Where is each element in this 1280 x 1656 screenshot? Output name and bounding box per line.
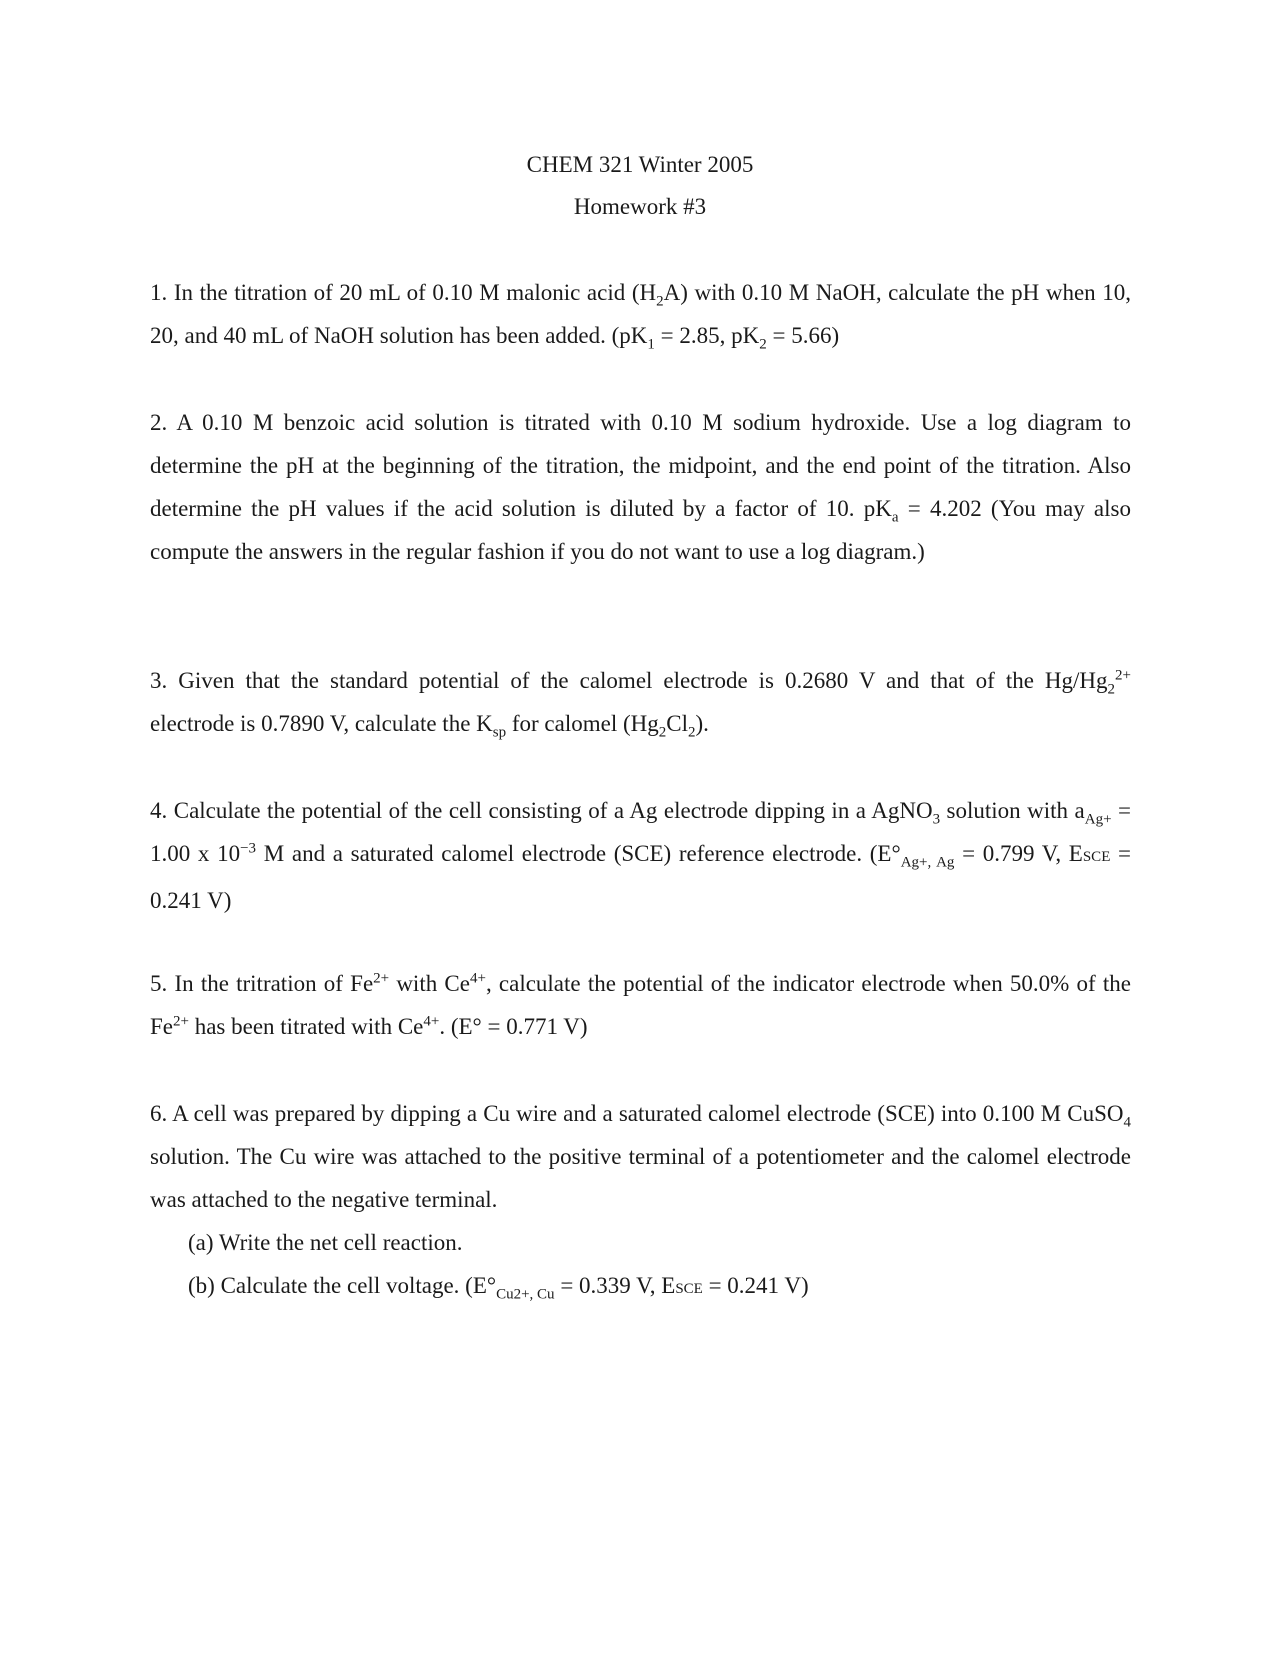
q3-text-b: electrode is 0.7890 V, calculate the K — [150, 711, 493, 736]
q1-text-d: = 5.66) — [766, 323, 840, 348]
course-title: CHEM 321 Winter 2005 — [526, 152, 754, 177]
q6-sub-1: 4 — [1123, 1114, 1131, 1131]
q1-text-c: = 2.85, pK — [654, 323, 760, 348]
q3-text-a: 3. Given that the standard potential of the calomel electrode is 0.2680 V and that of the Hg/Hg — [150, 668, 1108, 693]
homework-title: Homework #3 — [573, 194, 707, 219]
q3-sup-1: 2+ — [1115, 667, 1131, 684]
q3-sub-3: 2 — [658, 724, 667, 741]
q3-text-c: for calomel (Hg — [506, 711, 659, 736]
q2-sub-1: a — [891, 509, 899, 526]
q4-sub-1: 3 — [932, 811, 941, 828]
q6-part-b-text-1: (b) Calculate the cell voltage. (E° — [188, 1273, 497, 1298]
q4-text-c: = 1.00 x 10 — [150, 798, 1131, 866]
q6-body — [150, 1092, 1131, 1221]
q4-text-a: 4. Calculate the potential of the cell consisting of a Ag electrode dipping in a AgNO — [150, 798, 933, 823]
q4-sub-3: Ag+, Ag — [900, 854, 955, 871]
q4-text-f: = 0.241 V) — [150, 841, 1132, 913]
q3-sub-2: sp — [492, 724, 507, 741]
q4-sup-1: −3 — [240, 840, 257, 857]
question-5 — [150, 962, 1131, 1048]
q6-part-b — [188, 1264, 1131, 1311]
q5-sup-3: 2+ — [173, 1013, 189, 1030]
q6-part-a: (a) Write the net cell reaction. — [188, 1230, 463, 1255]
question-1 — [150, 271, 1131, 357]
q3-text-d: Cl — [666, 711, 688, 736]
q6-part-b-small-sce: SCE — [675, 1281, 703, 1297]
q6-text-a: 6. A cell was prepared by dipping a Cu wire and a saturated calomel electrode (SCE) into 0.100 M CuSO — [150, 1101, 1124, 1126]
question-2 — [150, 401, 1131, 573]
q6-part-b-text-2: = 0.339 V, E — [554, 1273, 676, 1298]
q6-text-b: solution. The Cu wire was attached to the positive terminal of a potentiometer and the calomel electrode was attached to the negative terminal. — [150, 1144, 1131, 1212]
q4-text-b: solution with a — [940, 798, 1085, 823]
question-4 — [150, 789, 1131, 922]
q5-text-e: . (E° = 0.771 V) — [439, 1014, 588, 1039]
q4-small-sce: SCE — [1082, 849, 1111, 865]
q1-sub-1: 2 — [656, 293, 664, 310]
q5-text-b: with Ce — [389, 971, 470, 996]
q5-sup-2: 4+ — [469, 970, 486, 987]
q3-sub-4: 2 — [687, 724, 696, 741]
q1-sub-3: 2 — [759, 336, 767, 353]
question-3 — [150, 659, 1131, 745]
question-6 — [150, 1092, 1131, 1311]
q5-text-c: , calculate the potential of the indicator electrode when 50.0% of the Fe — [150, 971, 1131, 1039]
q6-parts — [150, 1221, 1131, 1311]
q1-text-b: A) with 0.10 M NaOH, calculate the pH when 10, 20, and 40 mL of NaOH solution has been added. (pK — [150, 280, 1131, 348]
q5-text-a: 5. In the tritration of Fe — [150, 971, 374, 996]
q1-text-a: 1. In the titration of 20 mL of 0.10 M malonic acid (H — [150, 280, 657, 305]
q2-text-a: 2. A 0.10 M benzoic acid solution is titrated with 0.10 M sodium hydroxide. Use a log diagram to determine the pH at the beginning of the titration, the midpoint, and the end point of the titration. Also determine the pH values if the acid solution is diluted by a factor of 10. pK — [150, 410, 1131, 521]
q1-sub-2: 1 — [647, 336, 655, 353]
q4-text-e: = 0.799 V, E — [954, 841, 1083, 866]
q5-sup-4: 4+ — [423, 1013, 440, 1030]
q4-sub-2: Ag+ — [1084, 811, 1112, 828]
q6-part-b-text-3: = 0.241 V) — [702, 1273, 809, 1298]
q4-text-d: M and a saturated calomel electrode (SCE) reference electrode. (E° — [256, 841, 901, 866]
q3-sub-1: 2 — [1107, 681, 1116, 698]
q3-text-e: ). — [695, 711, 709, 736]
q5-text-d: has been titrated with Ce — [188, 1014, 424, 1039]
q6-part-b-sub-1: Cu2+, Cu — [496, 1286, 555, 1303]
q5-sup-1: 2+ — [373, 970, 390, 987]
q2-text-b: = 4.202 (You may also compute the answers in the regular fashion if you do not want to use a log diagram.) — [150, 496, 1131, 564]
